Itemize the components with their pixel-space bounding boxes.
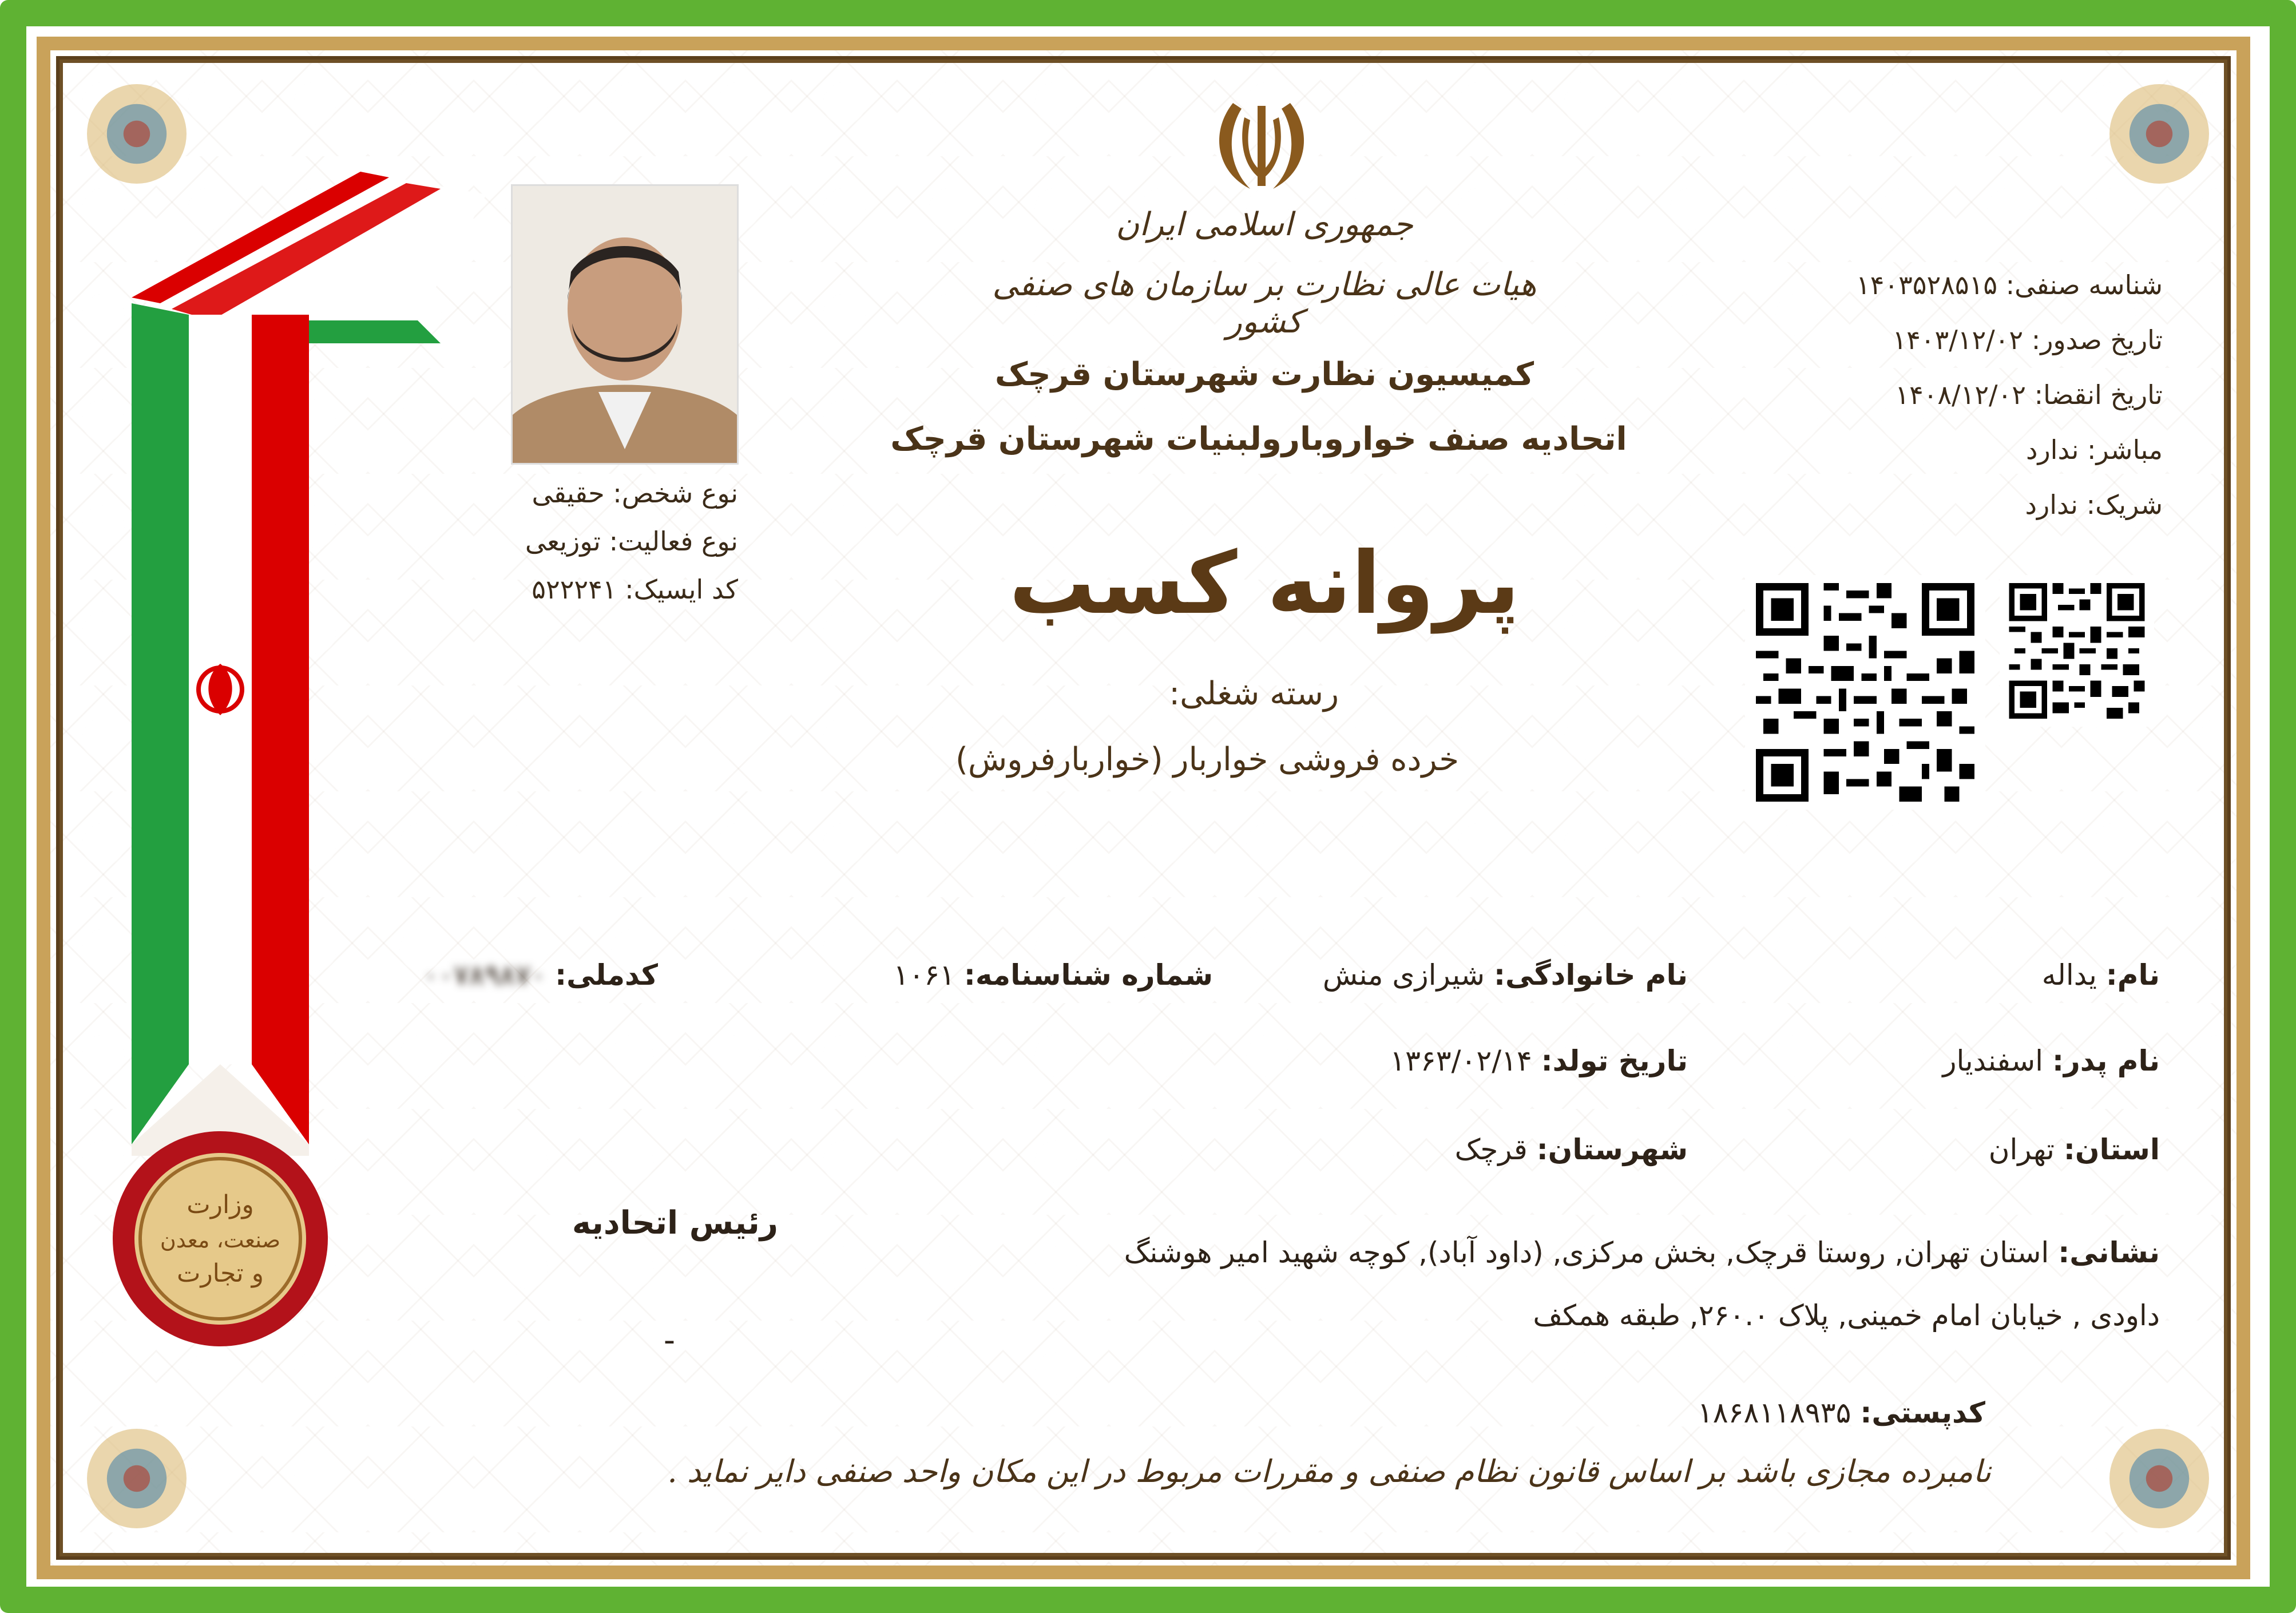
expiry-date-row: تاریخ انقضا: ۱۴۰۸/۱۲/۰۲ (1895, 379, 2163, 410)
signature-name: - (663, 1322, 676, 1359)
first-name-field: نام: یداله (2041, 958, 2160, 992)
guild-id-row: شناسه صنفی: ۱۴۰۳۵۲۸۵۱۵ (1855, 270, 2163, 300)
address-line-2: داودی , خیابان امام خمینی, پلاک ۲۶۰.۰, طبقه همکف (1533, 1299, 2160, 1332)
person-photo (511, 184, 739, 465)
header-commission: کمیسیون نظارت شهرستان قرچک (994, 356, 1534, 393)
flag-ribbon (120, 172, 486, 1156)
ministry-seal (109, 1127, 332, 1350)
document-title: پروانه کسب (1009, 534, 1520, 633)
svg-text:وزارت: وزارت (187, 1190, 254, 1219)
activity-type-row: نوع فعالیت: توزیعی (525, 526, 738, 557)
svg-text:صنعت، معدن: صنعت، معدن (160, 1227, 281, 1253)
header-board: هیات عالی نظارت بر سازمان های صنفی کشور (992, 266, 1537, 340)
issue-date-row: تاریخ صدور: ۱۴۰۳/۱۲/۰۲ (1892, 324, 2163, 355)
category-value: خرده فروشی خواربار (خواربارفروش) (955, 741, 1459, 778)
signature-title: رئیس اتحادیه (572, 1204, 778, 1242)
isic-code-row: کد ایسیک: ۵۲۲۲۴۱ (532, 574, 738, 605)
person-info-list (469, 469, 738, 613)
county-field: شهرستان: قرچک (1454, 1133, 1688, 1166)
corner-ornament-bottom-left (68, 1379, 239, 1545)
national-code-field: کدملی: ۰۰۷۸۹۸۷۰ (423, 958, 658, 992)
birth-date-field: تاریخ تولد: ۱۳۶۳/۰۲/۱۴ (1390, 1044, 1688, 1077)
manager-row: مباشر: ندارد (2025, 434, 2163, 465)
header-country: جمهوری اسلامی ایران (1116, 206, 1413, 243)
person-type-row: نوع شخص: حقیقی (532, 478, 738, 509)
qr-code-large[interactable] (1745, 575, 1985, 810)
iran-emblem-icon (1210, 97, 1313, 195)
corner-ornament-bottom-right (2057, 1379, 2228, 1545)
last-name-field: نام خانوادگی: شیرازی منش (1322, 958, 1688, 992)
header-union: اتحادیه صنف خواروبارولبنیات شهرستان قرچک (890, 421, 1627, 458)
license-info-list (1802, 257, 2163, 532)
footer-note: نامبرده مجازی باشد بر اساس قانون نظام صنفی و مقررات مربوط در این مکان واحد صنفی دایر نماید . (667, 1453, 1991, 1489)
province-field: استان: تهران (1988, 1133, 2160, 1166)
id-number-field: شماره شناسنامه: ۱۰۶۱ (893, 958, 1213, 992)
svg-text:و تجارت: و تجارت (177, 1259, 264, 1288)
category-label: رسته شغلی: (1169, 675, 1339, 712)
father-name-field: نام پدر: اسفندیار (1942, 1044, 2160, 1077)
postal-code-field: کدپستی: ۱۸۶۸۱۱۸۹۳۵ (1697, 1396, 1985, 1429)
address-line-1: نشانی: استان تهران, روستا قرچک, بخش مرکزی, (داود آباد), کوچه شهید امیر هوشنگ (1124, 1236, 2160, 1269)
corner-ornament-top-right (2057, 68, 2228, 233)
qr-code-small[interactable] (2000, 575, 2154, 727)
partner-row: شریک: ندارد (2025, 489, 2163, 520)
